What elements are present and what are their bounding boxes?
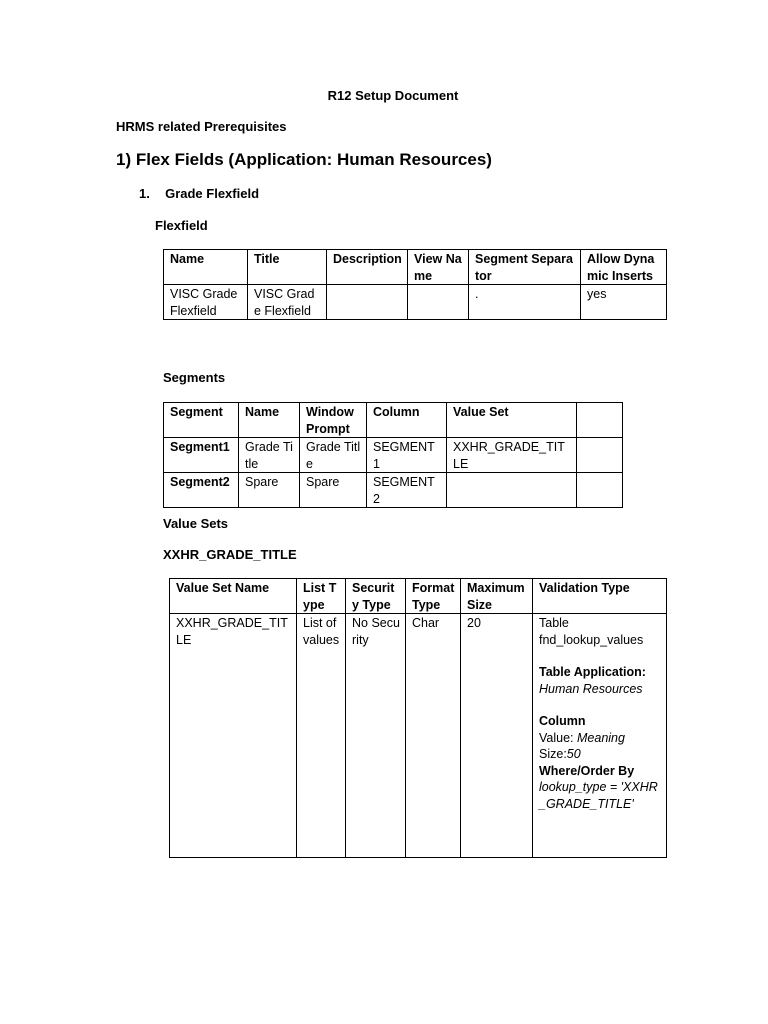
header-cell: Security Type — [346, 579, 406, 614]
table-cell — [327, 285, 408, 320]
header-cell: Maximum Size — [461, 579, 533, 614]
table-cell: Segment2 — [164, 473, 239, 508]
header-cell: Value Set Name — [170, 579, 297, 614]
table-cell: SEGMENT2 — [367, 473, 447, 508]
table-application-label: Table Application: — [539, 665, 646, 679]
table-header-row — [170, 579, 667, 614]
segments-label: Segments — [163, 370, 226, 385]
value-set-table — [169, 578, 667, 858]
table-cell: yes — [581, 285, 667, 320]
value-value: Meaning — [577, 730, 625, 745]
section-heading: 1) Flex Fields (Application: Human Resources) — [116, 150, 492, 169]
table-cell — [577, 473, 623, 508]
header-cell: Validation Type — [533, 579, 667, 614]
header-cell: Value Set — [447, 403, 577, 438]
value-sets-label: Value Sets — [163, 516, 229, 531]
table-cell: Grade Title — [300, 438, 367, 473]
grade-flexfield-label: Grade Flexfield — [165, 186, 260, 201]
validation-type-cell — [533, 614, 667, 858]
table-cell: Spare — [300, 473, 367, 508]
table-application-value: Human Resources — [539, 681, 643, 696]
value-set-name-heading: XXHR_GRADE_TITLE — [163, 547, 297, 562]
segments-table — [163, 402, 623, 508]
header-cell: Name — [239, 403, 300, 438]
table-cell: . — [469, 285, 581, 320]
table-row — [164, 473, 623, 508]
table-cell: XXHR_GRADE_TITLE — [447, 438, 577, 473]
where-order-by-value: lookup_type = 'XXHR_GRADE_TITLE' — [539, 780, 658, 811]
table-cell: SEGMENT1 — [367, 438, 447, 473]
header-cell: Allow Dynamic Inserts — [581, 250, 667, 285]
flexfield-label: Flexfield — [155, 218, 208, 233]
flexfield-table — [163, 249, 667, 320]
table-row — [164, 285, 667, 320]
size-value: 50 — [566, 747, 581, 761]
header-cell: Name — [164, 250, 248, 285]
table-cell: Grade Title — [239, 438, 300, 473]
table-cell — [447, 473, 577, 508]
column-size-line — [539, 746, 661, 763]
column-value-line — [539, 730, 661, 747]
table-cell: VISC Grade Flexfield — [248, 285, 327, 320]
validation-type: Table — [539, 616, 569, 630]
table-cell: Spare — [239, 473, 300, 508]
header-cell: Segment — [164, 403, 239, 438]
table-cell: VISC Grade Flexfield — [164, 285, 248, 320]
grade-flexfield-heading — [139, 186, 259, 201]
header-cell — [577, 403, 623, 438]
table-cell: List of values — [297, 614, 346, 858]
table-header-row — [164, 403, 623, 438]
table-cell: Segment1 — [164, 438, 239, 473]
value-label: Value: — [539, 730, 577, 745]
table-cell — [577, 438, 623, 473]
table-cell — [408, 285, 469, 320]
header-cell: List Type — [297, 579, 346, 614]
table-row — [164, 438, 623, 473]
prerequisites-heading: HRMS related Prerequisites — [116, 119, 287, 134]
header-cell: Format Type — [406, 579, 461, 614]
document-title: R12 Setup Document — [327, 88, 459, 103]
table-cell: 20 — [461, 614, 533, 858]
list-number: 1. — [139, 186, 150, 201]
table-header-row — [164, 250, 667, 285]
where-order-by-label: Where/Order By — [539, 763, 635, 778]
header-cell: Description — [327, 250, 408, 285]
size-label: Size: — [539, 747, 567, 761]
table-row — [170, 614, 667, 858]
table-cell: Char — [406, 614, 461, 858]
header-cell: Segment Separator — [469, 250, 581, 285]
column-label: Column — [539, 714, 586, 728]
header-cell: View Name — [408, 250, 469, 285]
header-cell: Window Prompt — [300, 403, 367, 438]
table-cell: XXHR_GRADE_TITLE — [170, 614, 297, 858]
table-name: fnd_lookup_values — [539, 632, 644, 647]
header-cell: Column — [367, 403, 447, 438]
table-cell: No Security — [346, 614, 406, 858]
header-cell: Title — [248, 250, 327, 285]
